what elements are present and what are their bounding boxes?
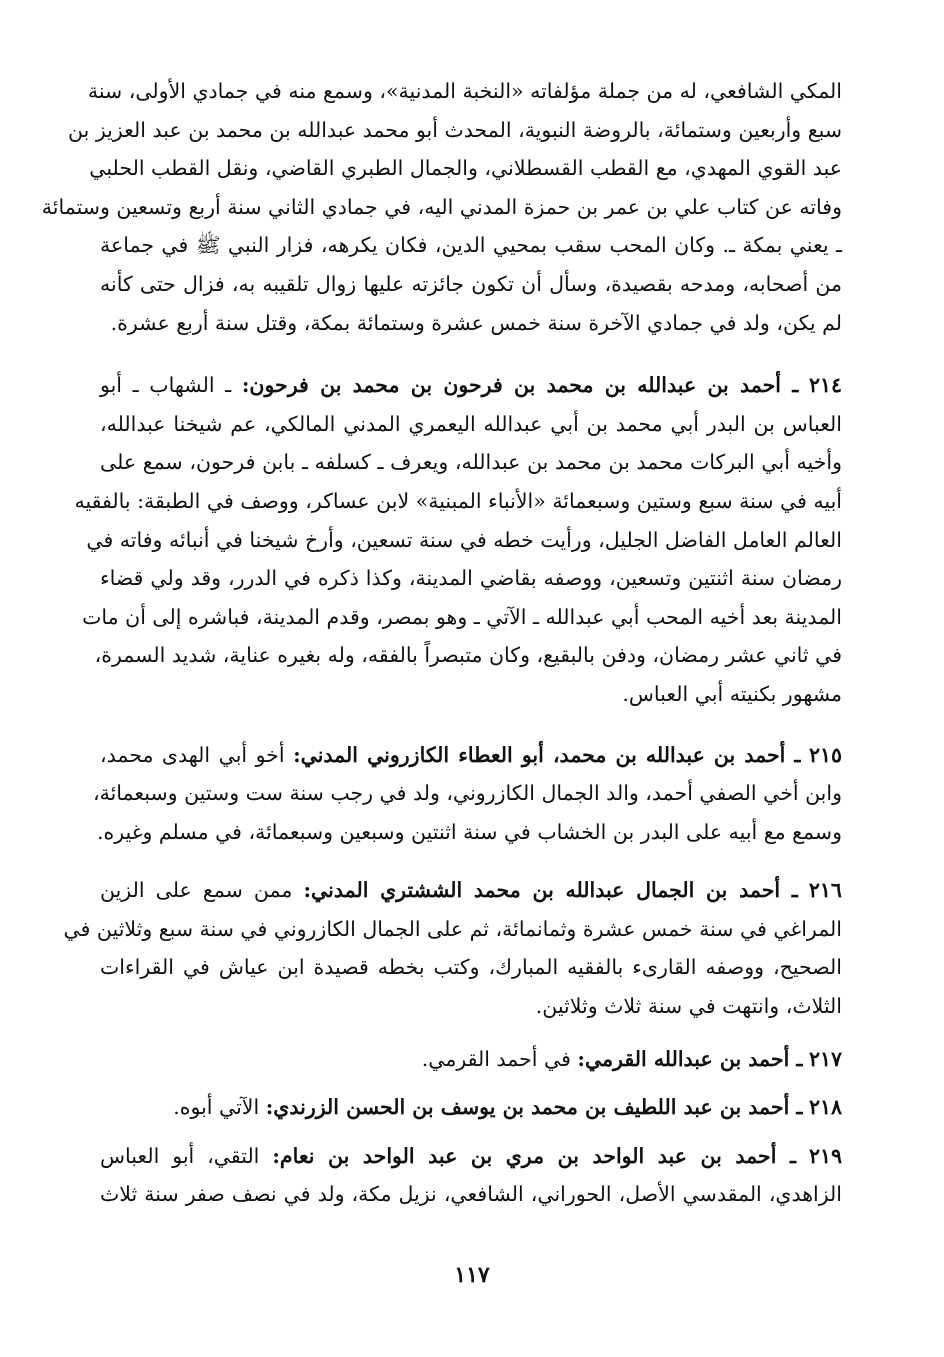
text-line: مشهور بكنيته أبي العباس. xyxy=(622,681,842,706)
entry-218 xyxy=(100,1088,842,1127)
entry-number: ٢١٦ xyxy=(808,878,842,903)
text-line: لم يكن، ولد في جمادي الآخرة سنة خمس عشرة وستمائة بمكة، وقتل سنة أربع عشرة. xyxy=(110,310,842,335)
text-line: وابن أخي الصفي أحمد، والد الجمال الكازروني، ولد في رجب سنة ست وستين وسبعمائة، xyxy=(92,781,842,806)
page-number: ١١٧ xyxy=(454,1262,490,1288)
entry-heading-line xyxy=(100,1088,842,1127)
entry-219 xyxy=(100,1137,842,1214)
text-line: الثلاث، وانتهت في سنة ثلاث وثلاثين. xyxy=(535,994,842,1019)
entry-text: ممن سمع على الزين xyxy=(100,878,293,903)
entry-text: في أحمد القرمي. xyxy=(421,1046,571,1071)
entry-number: ٢١٧ xyxy=(808,1046,842,1071)
text-line: ـ يعني بمكة ـ. وكان المحب سقب بمحيي الدين، فكان يكرهه، فزار النبي ﷺ في جماعة xyxy=(100,233,842,258)
intro-paragraph xyxy=(41,72,842,342)
text-line: وأخيه أبي البركات محمد بن محمد بن عبدالله، ويعرف ـ كسلفه ـ بابن فرحون، سمع على xyxy=(100,450,842,475)
entry-text: ـ الشهاب ـ أبو xyxy=(100,373,232,398)
entry-name: ـ أحمد بن عبد اللطيف بن محمد بن يوسف بن الحسن الزرندي: xyxy=(265,1095,803,1120)
entry-number: ٢١٩ xyxy=(808,1143,842,1168)
entry-heading-line xyxy=(100,366,842,405)
text-line: أبيه في سنة سبع وستين وسبعمائة «الأنباء المبنية» لابن عساكر، ووصف في الطبقة: بالفقيه xyxy=(74,488,842,513)
entry-heading-line xyxy=(100,1137,842,1176)
entry-text: التقي، أبو العباس xyxy=(100,1143,260,1168)
entry-216 xyxy=(63,871,842,1025)
text-line: الصحيح، ووصفه القارىء بالفقيه المبارك، وكتب بخطه قصيدة ابن عياش في القراءات xyxy=(100,955,842,980)
text-line: رمضان سنة اثنتين وتسعين، ووصفه بقاضي المدينة، وكذا ذكره في الدرر، وقد ولي قضاء xyxy=(100,566,842,591)
text-line: العالم العامل الفاضل الجليل، ورأيت خطه في سنة تسعين، وأرخ شيخنا في أنبائه وفاته في xyxy=(86,527,842,552)
text-line: عبد القوي المهدي، مع القطب القسطلاني، والجمال الطبري القاضي، ونقل القطب الحلبي xyxy=(89,156,842,181)
entry-name: ـ أحمد بن عبدالله القرمي: xyxy=(577,1046,803,1071)
text-line: المدينة بعد أخيه المحب أبي عبدالله ـ الآتي ـ وهو بمصر، وقدم المدينة، فباشره إلى أن مات xyxy=(82,604,842,629)
page-body xyxy=(41,72,842,1214)
entry-214 xyxy=(74,366,842,713)
entry-name: ـ أحمد بن عبدالله بن محمد، أبو العطاء الكازروني المدني: xyxy=(293,742,801,767)
entry-name: ـ أحمد بن الجمال عبدالله بن محمد الششتري المدني: xyxy=(303,878,798,903)
text-line: في ثاني عشر رمضان، ودفن بالبقيع، وكان متبصراً بالفقه، وله بغيره عناية، شديد السمرة، xyxy=(94,643,842,668)
entry-name: ـ أحمد بن عبدالله بن محمد بن فرحون بن محمد بن فرحون: xyxy=(241,373,799,398)
entry-name: ـ أحمد بن عبد الواحد بن مري بن عبد الواحد بن نعام: xyxy=(272,1143,796,1168)
text-line: المكي الشافعي، له من جملة مؤلفاته «النخبة المدنية»، وسمع منه في جمادي الأولى، سنة xyxy=(87,79,842,103)
entry-217 xyxy=(100,1040,842,1079)
entry-heading-line xyxy=(100,871,842,910)
entry-text: الآتي أبوه. xyxy=(173,1095,260,1120)
entry-text: أخو أبي الهدى محمد، xyxy=(100,742,285,767)
text-line: العباس بن البدر أبي محمد بن أبي عبدالله اليعمري المدني المالكي، عم شيخنا عبدالله، xyxy=(100,411,842,436)
entry-heading-line xyxy=(100,1040,842,1079)
entry-number: ٢١٤ xyxy=(808,373,842,398)
text-line: المراغي في سنة خمس عشرة وثمانمائة، ثم على الجمال الكازروني في سنة سبع وثلاثين في xyxy=(63,916,842,941)
entry-number: ٢١٨ xyxy=(808,1095,842,1120)
entry-number: ٢١٥ xyxy=(808,742,842,767)
entry-215 xyxy=(92,736,842,852)
text-line: الزاهدي، المقدسي الأصل، الحوراني، الشافعي، نزيل مكة، ولد في نصف صفر سنة ثلاث xyxy=(100,1182,842,1207)
entry-heading-line xyxy=(100,736,842,775)
text-line: سبع وأربعين وستمائة، بالروضة النبوية، المحدث أبو محمد عبدالله بن محمد بن عبد العزيز بن xyxy=(68,117,842,142)
text-line: وفاته عن كتاب علي بن عمر بن حمزة المدني اليه، في جمادي الثاني سنة أربع وتسعين وستمائة xyxy=(41,194,842,219)
text-line: وسمع مع أبيه على البدر بن الخشاب في سنة اثنتين وسبعين وسبعمائة، في مسلم وغيره. xyxy=(96,819,842,844)
text-line: من أصحابه، ومدحه بقصيدة، وسأل أن تكون جائزته عليها زوال تلقيبه به، فزال حتى كأنه xyxy=(100,271,842,296)
